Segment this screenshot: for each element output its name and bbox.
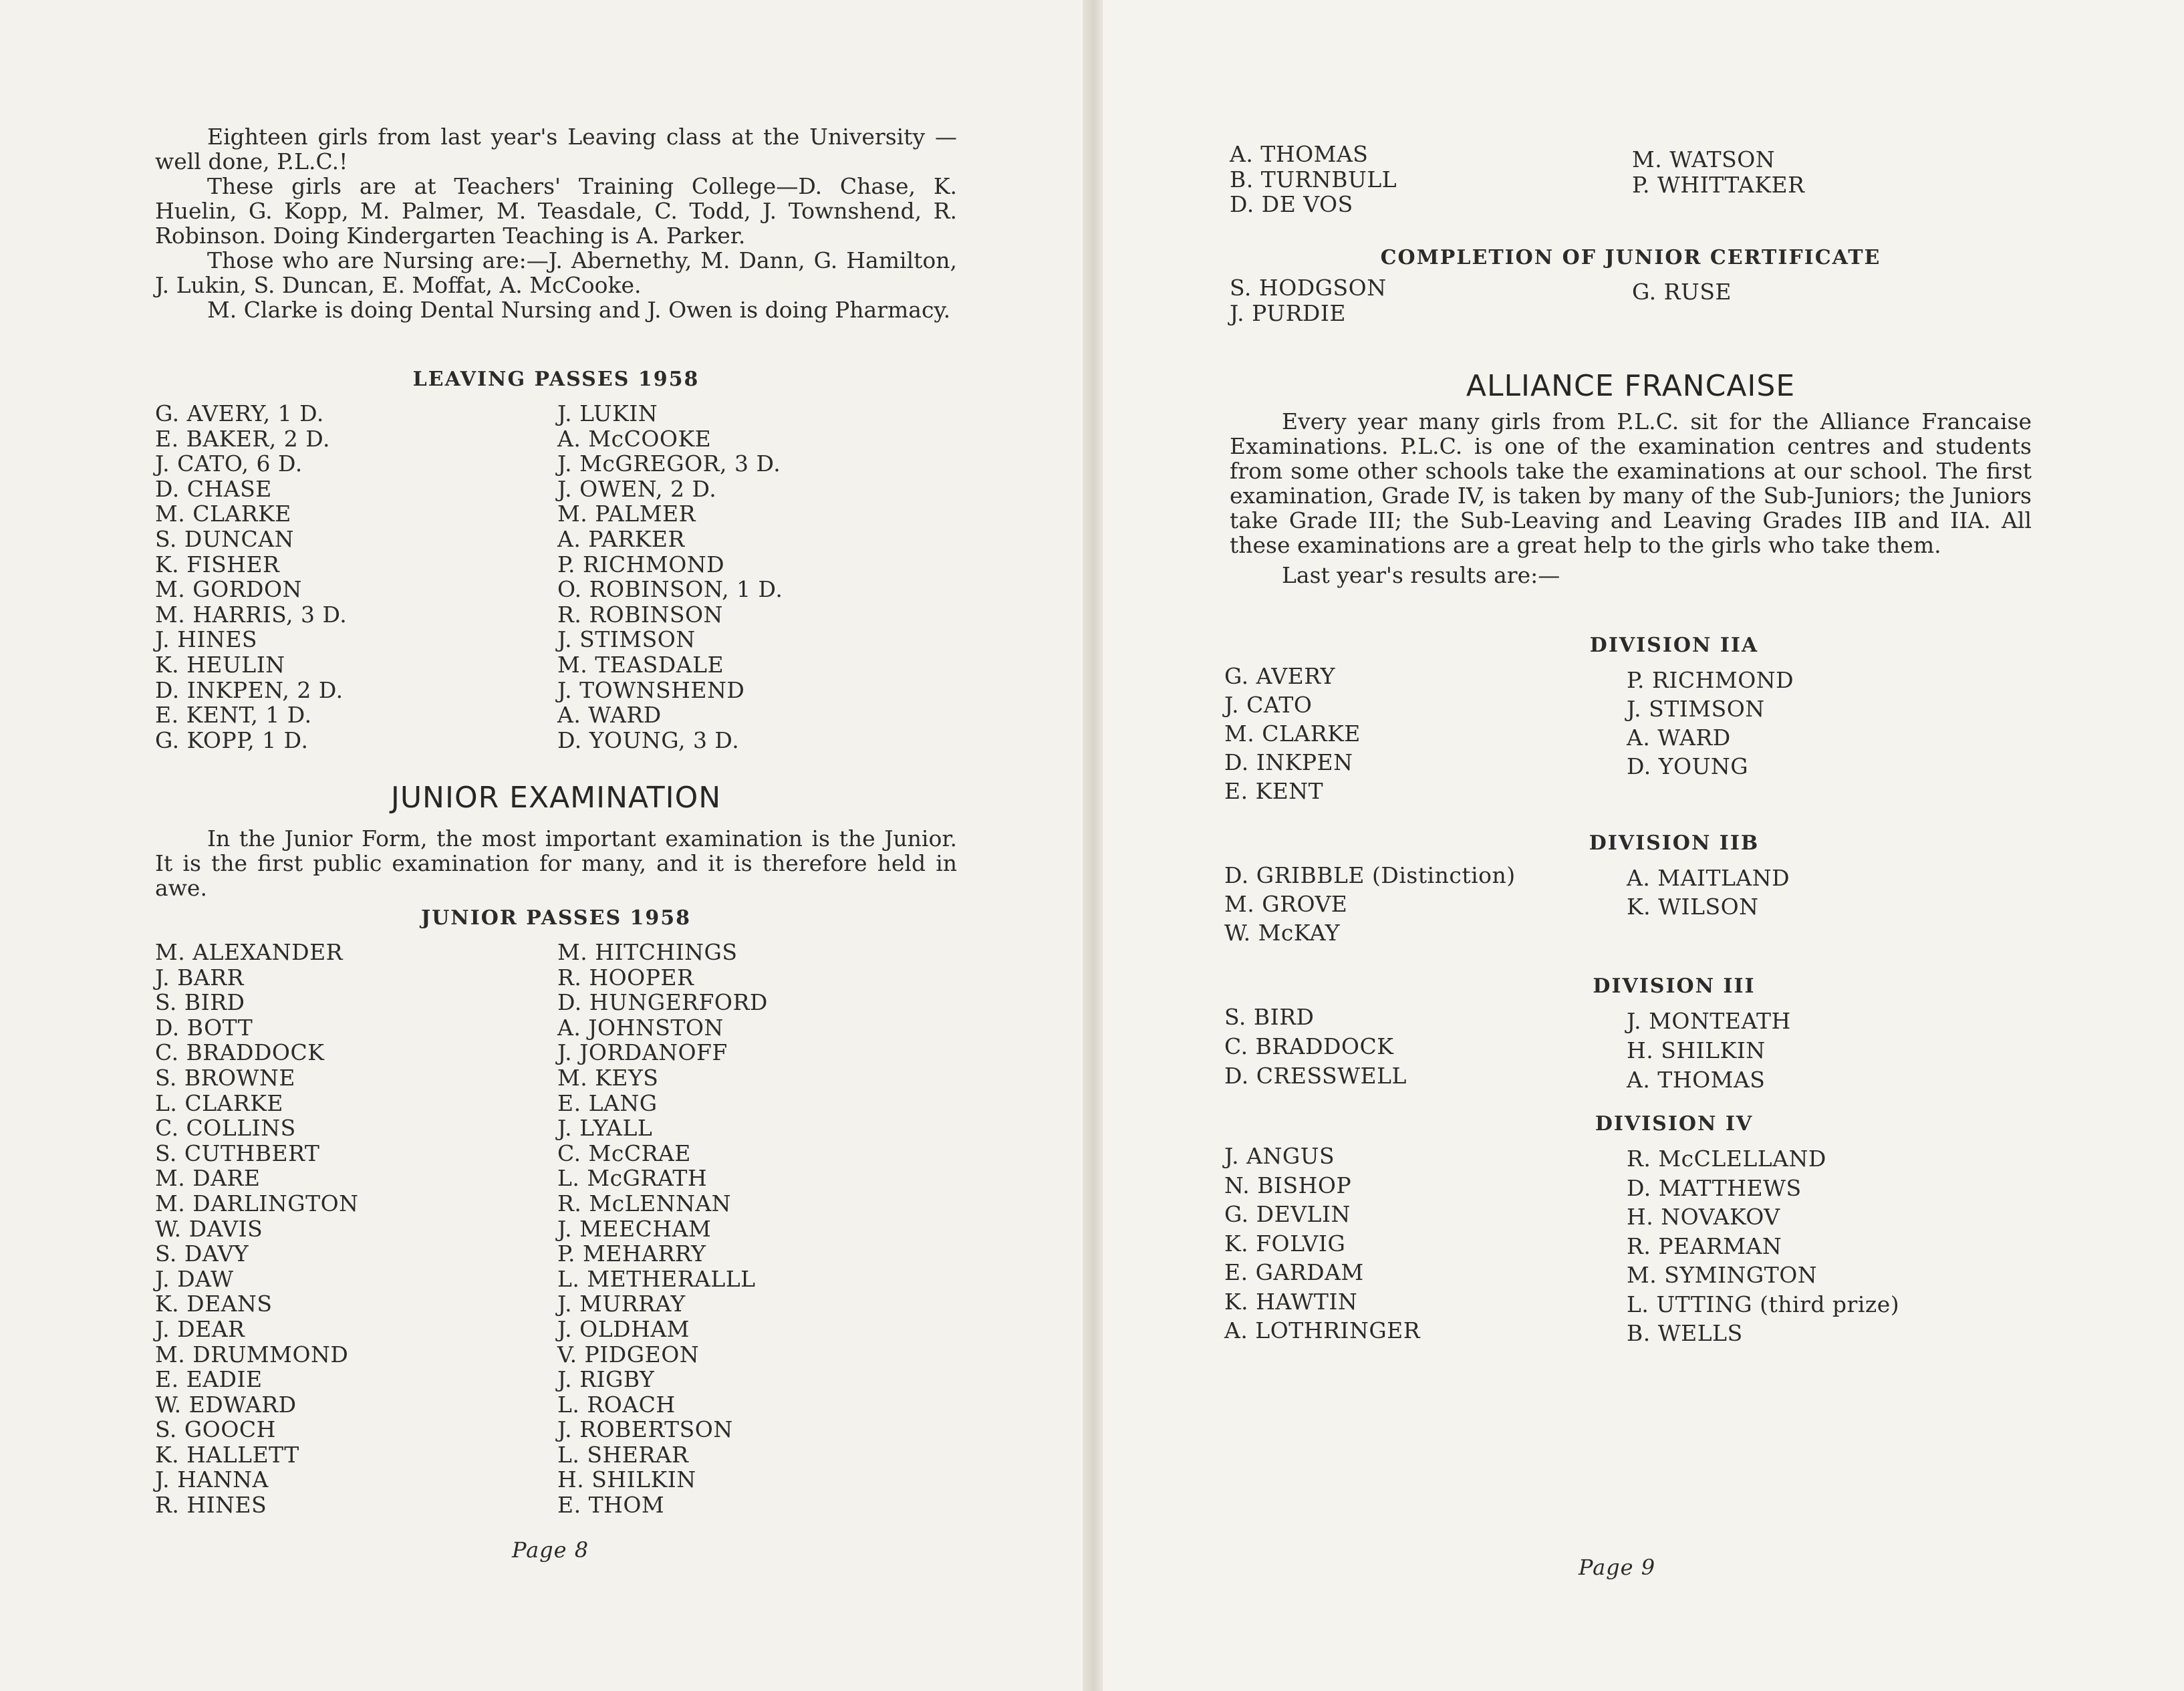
list-item: S. GOOCH: [155, 1416, 276, 1443]
list-item: J. CATO: [1224, 692, 1313, 718]
list-item: S. HODGSON: [1230, 275, 1387, 301]
intro-paragraph: M. Clarke is doing Dental Nursing and J. Owen is doing Pharmacy.: [207, 297, 951, 323]
intro-paragraph: Eighteen girls from last year's Leaving class at the University —well done, P.L.C.!: [155, 124, 957, 174]
list-item: H. SHILKIN: [557, 1466, 696, 1493]
list-item: L. McGRATH: [557, 1165, 708, 1192]
list-item: O. ROBINSON, 1 D.: [557, 576, 783, 603]
page-number-right: Page 9: [1579, 1555, 1656, 1580]
list-item: E. GARDAM: [1224, 1259, 1364, 1285]
list-item: J. McGREGOR, 3 D.: [557, 450, 781, 477]
results-intro: Last year's results are:—: [1282, 562, 1560, 588]
list-item: A. LOTHRINGER: [1224, 1317, 1421, 1343]
list-item: J. MEECHAM: [557, 1215, 712, 1242]
completion-column-1: [1230, 275, 1387, 326]
leaving-passes-column-2: [557, 401, 783, 753]
completion-heading-wrap: [1230, 246, 2032, 269]
list-item: C. BRADDOCK: [155, 1039, 325, 1066]
division-iib-heading-wrap: [1230, 831, 2032, 855]
list-item: D. DE VOS: [1230, 191, 1353, 218]
leaving-passes-heading-wrap: [155, 368, 957, 391]
left-page: [0, 0, 1083, 1691]
list-item: M. CLARKE: [1224, 721, 1361, 747]
list-item: G. AVERY, 1 D.: [155, 400, 324, 426]
list-item: J. DEAR: [155, 1315, 245, 1342]
list-item: G. RUSE: [1632, 279, 1732, 305]
list-item: A. WARD: [557, 702, 662, 729]
completion-column-2: [1632, 279, 1732, 305]
list-item: M. GROVE: [1224, 891, 1348, 917]
list-item: J. PURDIE: [1230, 299, 1347, 326]
list-item: J. LUKIN: [557, 400, 658, 426]
list-item: R. ROBINSON: [557, 601, 723, 628]
junior-paragraph: In the Junior Form, the most important examination is the Junior. It is the first public examination for many, and it is therefore held in awe.: [155, 825, 957, 901]
alliance-francaise-title: ALLIANCE FRANCAISE: [1466, 369, 1796, 403]
junior-passes-column-2: [557, 940, 768, 1518]
list-item: E. KENT: [1224, 778, 1324, 804]
list-item: S. BROWNE: [155, 1064, 295, 1091]
top-list-column-1: [1230, 142, 1397, 217]
list-item: D. CHASE: [155, 475, 272, 502]
junior-text: [155, 826, 957, 900]
list-item: D. INKPEN: [1224, 749, 1353, 775]
list-item: L. ROACH: [557, 1391, 676, 1418]
list-item: P. MEHARRY: [557, 1241, 706, 1267]
division-iia-heading: DIVISION IIA: [1589, 634, 1759, 657]
list-item: C. BRADDOCK: [1224, 1033, 1394, 1059]
list-item: G. AVERY: [1224, 663, 1335, 689]
list-item: W. EDWARD: [155, 1391, 297, 1418]
list-item: K. FISHER: [155, 551, 280, 577]
list-item: G. KOPP, 1 D.: [155, 727, 309, 753]
list-item: E. EADIE: [155, 1366, 263, 1393]
list-item: L. SHERAR: [557, 1441, 689, 1468]
list-item: J. HINES: [155, 626, 258, 653]
list-item: M. DRUMMOND: [155, 1341, 349, 1368]
right-page: [1103, 0, 2184, 1691]
division-iib-column-2: [1627, 864, 1790, 921]
list-item: P. RICHMOND: [1627, 667, 1794, 693]
list-item: E. LANG: [557, 1089, 658, 1116]
list-item: J. MONTEATH: [1627, 1008, 1791, 1034]
list-item: B. TURNBULL: [1230, 166, 1397, 192]
list-item: M. DARLINGTON: [155, 1190, 359, 1216]
book-gutter: [1083, 0, 1103, 1691]
list-item: J. STIMSON: [557, 626, 696, 653]
junior-passes-heading: JUNIOR PASSES 1958: [420, 906, 692, 930]
division-iv-column-1: [1224, 1142, 1420, 1345]
list-item: J. BARR: [155, 964, 244, 991]
list-item: E. KENT, 1 D.: [155, 702, 312, 729]
list-item: L. METHERALLL: [557, 1265, 756, 1292]
list-item: S. DUNCAN: [155, 525, 295, 552]
junior-passes-column-1: [155, 940, 359, 1518]
list-item: R. McLENNAN: [557, 1190, 732, 1216]
alliance-paragraph: Every year many girls from P.L.C. sit for the Alliance Francaise Examinations. P.L.C. is one of the examination centres and students from some other schools take the examinations at our school. The first examination, Grade IV, is taken by many of the Sub-Juniors; the Juniors take Grade III; the Sub-Leaving and Leaving Grades IIB and IIA. All these examinations are a great help to the girls who take them.: [1230, 408, 2032, 558]
list-item: K. DEANS: [155, 1291, 273, 1317]
division-iv-heading: DIVISION IV: [1595, 1112, 1754, 1136]
list-item: J. OLDHAM: [557, 1315, 690, 1342]
list-item: E. THOM: [557, 1492, 665, 1519]
list-item: C. COLLINS: [155, 1115, 296, 1142]
list-item: J. ROBERTSON: [557, 1416, 733, 1443]
list-item: J. TOWNSHEND: [557, 676, 745, 703]
list-item: L. CLARKE: [155, 1089, 283, 1116]
list-item: A. THOMAS: [1230, 141, 1369, 167]
list-item: M. CLARKE: [155, 501, 291, 527]
list-item: M. ALEXANDER: [155, 939, 344, 965]
list-item: D. MATTHEWS: [1627, 1174, 1802, 1201]
list-item: B. WELLS: [1627, 1320, 1743, 1346]
list-item: K. HEULIN: [155, 651, 285, 678]
list-item: N. BISHOP: [1224, 1172, 1352, 1198]
list-item: R. PEARMAN: [1627, 1232, 1782, 1259]
list-item: M. HARRIS, 3 D.: [155, 601, 348, 628]
list-item: E. BAKER, 2 D.: [155, 425, 330, 452]
junior-passes-heading-wrap: [155, 906, 957, 930]
list-item: K. HAWTIN: [1224, 1288, 1358, 1315]
list-item: S. BIRD: [155, 989, 245, 1016]
list-item: J. OWEN, 2 D.: [557, 475, 717, 502]
list-item: A. THOMAS: [1627, 1067, 1766, 1093]
list-item: J. STIMSON: [1627, 696, 1765, 722]
division-iib-heading: DIVISION IIB: [1589, 831, 1760, 855]
leaving-passes-column-1: [155, 401, 347, 753]
list-item: J. JORDANOFF: [557, 1039, 728, 1066]
list-item: J. HANNA: [155, 1466, 269, 1493]
list-item: D. GRIBBLE (Distinction): [1224, 862, 1516, 888]
list-item: D. YOUNG: [1627, 753, 1749, 779]
list-item: M. PALMER: [557, 501, 696, 527]
list-item: H. SHILKIN: [1627, 1037, 1766, 1063]
list-item: S. DAVY: [155, 1241, 249, 1267]
list-item: M. HITCHINGS: [557, 939, 738, 965]
list-item: D. HUNGERFORD: [557, 989, 768, 1016]
list-item: M. SYMINGTON: [1627, 1262, 1818, 1288]
list-item: D. INKPEN, 2 D.: [155, 676, 344, 703]
list-item: A. WARD: [1627, 725, 1731, 751]
alliance-title-wrap: [1230, 369, 2032, 403]
intro-paragraph: These girls are at Teachers' Training College—D. Chase, K. Huelin, G. Kopp, M. Palmer, M. Teasdale, C. Todd, J. Townshend, R. Robinson. Doing Kindergarten Teaching is A. Parker.: [155, 173, 957, 249]
list-item: J. ANGUS: [1224, 1143, 1335, 1169]
intro-paragraph: Those who are Nursing are:—J. Abernethy, M. Dann, G. Hamilton, J. Lukin, S. Duncan, E. Moffat, A. McCooke.: [155, 247, 957, 298]
list-item: A. MAITLAND: [1627, 865, 1790, 891]
list-item: W. DAVIS: [155, 1215, 263, 1242]
list-item: M. KEYS: [557, 1064, 659, 1091]
division-iii-heading: DIVISION III: [1593, 974, 1756, 998]
list-item: J. LYALL: [557, 1115, 653, 1142]
list-item: D. YOUNG, 3 D.: [557, 727, 740, 753]
list-item: A. JOHNSTON: [557, 1014, 724, 1041]
list-item: L. UTTING (third prize): [1627, 1291, 1900, 1317]
list-item: M. GORDON: [155, 576, 302, 603]
list-item: R. HOOPER: [557, 964, 694, 991]
list-item: D. CRESSWELL: [1224, 1063, 1407, 1089]
list-item: W. McKAY: [1224, 920, 1340, 946]
list-item: J. MURRAY: [557, 1291, 686, 1317]
list-item: S. BIRD: [1224, 1004, 1315, 1030]
division-iib-column-1: [1224, 861, 1516, 947]
list-item: K. FOLVIG: [1224, 1230, 1346, 1257]
list-item: K. WILSON: [1627, 894, 1759, 920]
list-item: M. WATSON: [1632, 146, 1776, 172]
list-item: P. WHITTAKER: [1632, 171, 1805, 198]
list-item: V. PIDGEON: [557, 1341, 700, 1368]
alliance-text: [1230, 409, 2032, 588]
list-item: K. HALLETT: [155, 1441, 299, 1468]
division-iia-column-1: [1224, 662, 1361, 805]
list-item: R. McCLELLAND: [1627, 1146, 1826, 1172]
list-item: A. McCOOKE: [557, 425, 712, 452]
division-iii-heading-wrap: [1230, 974, 2032, 998]
list-item: M. TEASDALE: [557, 651, 724, 678]
division-iia-heading-wrap: [1230, 634, 2032, 657]
division-iv-heading-wrap: [1230, 1112, 2032, 1136]
list-item: J. DAW: [155, 1265, 234, 1292]
division-iia-column-2: [1627, 666, 1794, 781]
list-item: P. RICHMOND: [557, 551, 725, 577]
page-number-left: Page 8: [512, 1537, 589, 1563]
division-iii-column-2: [1627, 1007, 1791, 1095]
list-item: J. RIGBY: [557, 1366, 655, 1393]
list-item: M. DARE: [155, 1165, 261, 1192]
list-item: C. McCRAE: [557, 1140, 691, 1166]
list-item: D. BOTT: [155, 1014, 253, 1041]
junior-examination-title: JUNIOR EXAMINATION: [390, 781, 722, 815]
junior-title-wrap: [155, 781, 957, 815]
list-item: R. HINES: [155, 1492, 267, 1519]
division-iii-column-1: [1224, 1003, 1407, 1091]
list-item: S. CUTHBERT: [155, 1140, 320, 1166]
division-iv-column-2: [1627, 1144, 1899, 1348]
list-item: J. CATO, 6 D.: [155, 450, 303, 477]
list-item: H. NOVAKOV: [1627, 1204, 1780, 1230]
list-item: G. DEVLIN: [1224, 1201, 1351, 1227]
top-list-column-2: [1632, 147, 1804, 197]
list-item: A. PARKER: [557, 525, 685, 552]
leaving-passes-heading: LEAVING PASSES 1958: [412, 368, 700, 391]
completion-heading: COMPLETION OF JUNIOR CERTIFICATE: [1380, 246, 1881, 269]
intro-text: [155, 124, 957, 322]
